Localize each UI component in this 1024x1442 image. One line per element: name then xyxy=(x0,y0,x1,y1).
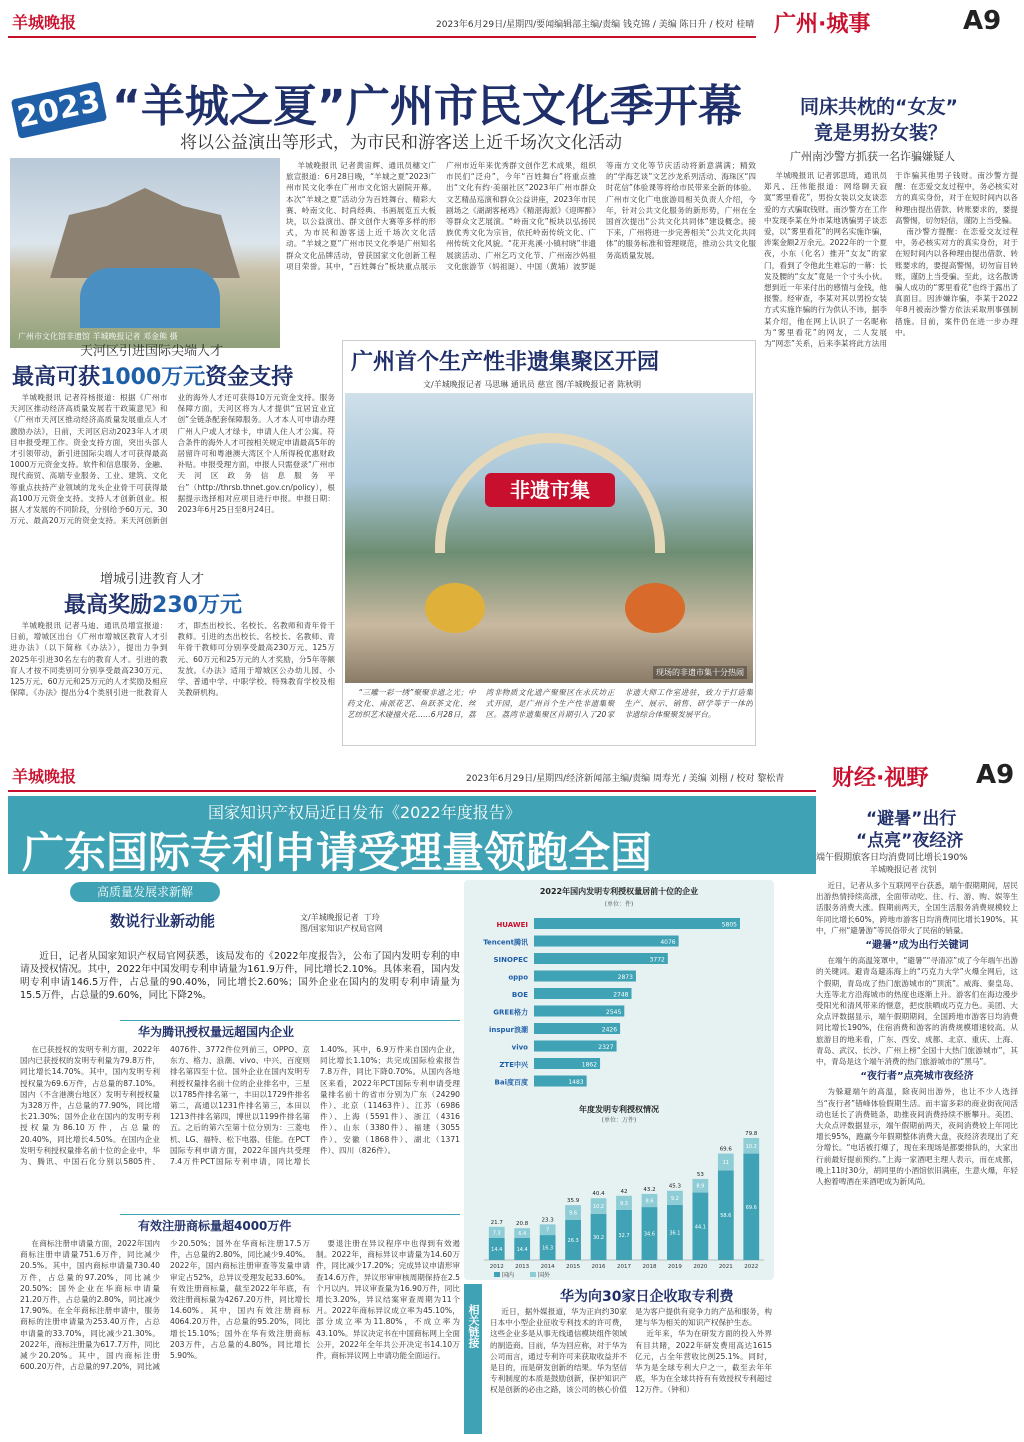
chart2-domestic-label: 44.1 xyxy=(694,1224,706,1231)
chart1-category-label: BOE xyxy=(511,991,528,999)
culture-center-photo xyxy=(10,158,280,348)
bside-text: 近日，记者从多个互联网平台获悉，端午假期期间，居民出游热情持续高涨，全面带动吃、住、行、游、购、娱等生活服务消费大涨。假期前两天，全国生活服务消费规模较上年同比增长60%，跨地市游客日均消费同比增长190%。其中，广州“避暑游”等民俗带火了民宿的销量。 xyxy=(816,881,1018,935)
chart1-value-label: 4076 xyxy=(660,939,676,946)
bside-text-c: 为躲避端午的高温，除夜间出游外，也让不少人选择当“夜行者”错峰体验假期生活。而丰富多彩的商业街夜间活动也延长了消费链条，助推夜间消费持续不断攀升。美团、大众点评数据显示，端午假期前两天，夜间消费较上年同比增长95%，跑赢今年假期整体消费大盘，夜经济表现出了充分增长。“电话被打爆了，现在来现场是都要排队的，大家出行前最好提前预约。”上海一家酒吧主理人表示，而在成都，晚上11时30分，胡同里的小酒馆依旧满座，生意火爆，年轻人抱着啤酒在来酒吧成为新风尚。 xyxy=(816,1087,1018,1187)
bside-article xyxy=(816,880,1018,1436)
chart2-total-label: 42 xyxy=(620,1188,628,1195)
chart2-total-label: 23.3 xyxy=(541,1217,554,1224)
chart1-value-label: 2426 xyxy=(601,1026,618,1034)
chart2-foreign-label: 9.6 xyxy=(569,1210,578,1217)
chart1-category-label: Bai度百度 xyxy=(494,1078,528,1087)
side-title-1: 同床共枕的“女友” xyxy=(800,96,958,118)
link-text-2: 近年来，华为在研发方面的投入外界有目共睹，2022年研发费用高达1615亿元，占全年营收比例25.1%。同时，华为是全球专利大户之一，截至去年年底，华为在全球共持有有效授权专利超过12万件。（钟和） xyxy=(635,1329,772,1395)
year-badge-text: 2023 xyxy=(14,83,104,136)
tag-subheadline: 数说行业新动能 xyxy=(110,912,216,930)
sub2-text-2: 要退注册在异议程序中也得到有效遏制。2022年，商标异议申请量为14.60万件，同比减少17.20%；完成异议申请形审查14.6万件，异议形审审核周期保持在2.5个月以内。异议审查量为16.90万件，同比增长3.20%，异议结案审查周期为11个月。2022年商标异议成立率为45.10%，部分成立率为11.80%，不成立率为43.10%。异议决定书在中国商标网上全面公开，2022年全年共公开决定书14.10万件，商标异议网上申请功能全面运行。 xyxy=(316,1239,460,1361)
heritage-text: “三雕一彩一绣”聚聚非遗之光；中药文化、南派花艺、鱼跃茶文化、丝艺纺织艺术碰撞火花……6月28日，荔湾非物质文化遗产聚聚区在永庆坊正式开园，是广州首个生产性非遗集聚区。荔湾非遗集聚区首期引入了20家非遗大师工作室进驻，致力于打造集生产、展示、销售、研学等于一体的非遗综合体聚聚发展平台。 xyxy=(347,688,753,720)
top-ten-companies-chart xyxy=(464,880,774,1100)
chart1-value-label: 2327 xyxy=(598,1044,614,1051)
tag-bar-text: 高质量发展求新解 xyxy=(96,885,193,899)
chart2-total-label: 40.4 xyxy=(592,1191,605,1198)
exhibition-board xyxy=(80,268,220,328)
charts-box xyxy=(464,880,774,1280)
sub2-title: 有效注册商标量超4000万件 xyxy=(138,1219,292,1233)
chart2-total-label: 45.3 xyxy=(668,1183,682,1190)
chart2-legend-swatch xyxy=(494,1272,500,1277)
issue-meta: 2023年6月29日/星期四/要闻编辑部主编/责编 钱克锦 / 美编 陈日升 / 校对 桂晴 xyxy=(436,20,755,30)
chart1-category-label: Tencent腾讯 xyxy=(483,938,528,947)
side-text: 羊城晚报讯 记者郭思琦，通讯员郑凡、汪伟能报道：网络聊天寂寞“雾里看花”，男扮女装以交友谈恋爱的方式骗取钱财。南沙警方在工作中发现李某在外市某地诱骗男子谈恋爱，以“雾里看花”的网名实施诈骗，涉案金额2万余元。2022年的一个夏夜，小东（化名）推开“女友”的家门，看到了令他此生难忘的一幕：长发及腰的“女友”竟是一个寸头小伙。想到近一年来付出的感情与金钱，他报警。经审查，李某对其以男扮女装方式实施诈骗的行为供认不讳，据李某介绍，他在网上认识了一名昵称为“雾里看花”的网友，二人发展为“网恋”关系，后来李某将此方法用于诈骗其他男子钱财。南沙警方提醒：在恋爱交友过程中，务必核实对方的真实身份，对于在短时间内以各种理由提出借款、转账要求的，要提高警惕，切勿轻信，谨防上当受骗。 xyxy=(764,171,1018,349)
heritage-article xyxy=(347,687,753,743)
chart1-value-label: 2748 xyxy=(613,991,629,999)
chart2-total-label: 79.8 xyxy=(745,1130,758,1137)
chart2-year-label: 2020 xyxy=(693,1264,708,1270)
sub1-article xyxy=(20,1044,460,1212)
page-number-2: A9 xyxy=(976,760,1015,790)
chart2-year-label: 2015 xyxy=(566,1264,581,1270)
heritage-sign-plate xyxy=(485,473,615,507)
masthead-rule xyxy=(8,36,756,38)
talent1-headline xyxy=(12,360,293,391)
bside-subtitle: 端午假期旅客日均消费同比增长190% xyxy=(816,853,968,863)
chart2-domestic-label: 32.7 xyxy=(618,1232,630,1239)
link-article xyxy=(490,1306,772,1434)
chart1-bar xyxy=(534,936,679,947)
chart2-domestic-label: 16.3 xyxy=(542,1245,554,1252)
chart1-unit: (单位：件) xyxy=(604,901,634,908)
main-subheadline: 将以公益演出等形式，为市民和游客送上近千场次文化活动 xyxy=(180,133,622,153)
photo-caption: 广州市文化馆非遗馆 羊城晚报记者 邓金熊 摄 xyxy=(18,332,178,341)
chart1-category-label: GREE格力 xyxy=(493,1008,528,1017)
chart2-foreign-label: 11 xyxy=(722,1159,730,1166)
side-article xyxy=(764,170,1018,746)
chart2-domestic-label: 14.4 xyxy=(516,1246,528,1253)
banner-headline: 广东国际专利申请受理量领跑全国 xyxy=(22,828,653,877)
chart2-domestic-label: 58.6 xyxy=(720,1213,732,1220)
issue-meta-2: 2023年6月29日/星期四/经济新闻部主编/责编 周寿光 / 美编 刘栩 / 校对 黎松青 xyxy=(466,774,785,784)
talent1-article xyxy=(10,392,335,554)
heritage-box xyxy=(342,340,756,746)
chart2-total-label: 53 xyxy=(696,1171,704,1178)
chart2-year-label: 2016 xyxy=(591,1264,606,1270)
bside-byline: 羊城晚报记者 沈钊 xyxy=(870,865,937,874)
chart2-total-label: 69.6 xyxy=(719,1146,732,1153)
chart2-title: 年度发明专利授权情况 xyxy=(579,1105,659,1114)
sub1-bar xyxy=(120,1020,460,1039)
chart1-category-label: HUAWEI xyxy=(496,921,528,929)
talent1-text: 羊城晚报讯 记者符杨报道：根据《广州市天河区推动经济高质量发展若干政策意见》和《广州市天河区推动经济高质量发展重点人才激励办法》，日前，天河区启动2023年人才项目申报受理工作。资金支持方面，突出头部人才引领带动，新引进国际尖端人才可获得最高1000万元资金支持。软件和信息服务、金融、现代商贸、高端专业服务、工业、建筑、文化等重点扶持产业领域的龙头企业骨干可获得最高100万元资金支持。支持人才创新创业。根据人才发展的不同阶段，分别给予60万元、30万元、最高20万元的资金支持。来天河创新创业的海外人才还可获得10万元资金支持。服务保障方面，天河区将为人才提供“宜居宜业宜创”全链条配套保障服务。人才本人可申请办理广州人户或人才绿卡，申请人住人才公寓。符合条件的海外人才可按相关规定申请最高5年的居留许可和粤港澳大湾区个人所得税优惠财政补贴。申报受理方面，申报人只需登录“广州市天河区政务信息服务平台”（http://thrsb.thnet.gov.cn/policy），根据提示选择相对应项目进行申报。申报日期：2023年6月25日至8月24日。 xyxy=(10,393,335,526)
link-text: 近日，据外媒报道，华为正向约30家日本中小型企业征收专利技术的许可费，这些企业多是从事无线通信模块组件领域的制造商。目前，华为回应称，对于华为公司而言，通过专利许可来获取收益并不是目的，而是研发创新的结果。华为坚信专利制度的本质是鼓励创新，保护知识产权是创新的必由之路，该公司的核心价值是为客户提供有竞争力的产品和服务，构建与华为相关的知识产权保护生态。 xyxy=(490,1307,772,1395)
chart1-category-label: vivo xyxy=(511,1043,528,1052)
chart1-value-label: 1862 xyxy=(581,1061,598,1069)
annual-patent-chart xyxy=(464,1100,774,1280)
heritage-title: 广州首个生产性非遗集聚区开园 xyxy=(351,350,660,375)
sub2-article-2 xyxy=(316,1238,460,1434)
chart2-legend-label: 国内 xyxy=(502,1272,515,1279)
talent2-headline xyxy=(64,588,242,619)
sub1-text: 在已获授权的发明专利方面，2022年国内已获授权的发明专利量为79.8万件，同比增长14.70%。其中，国内发明专利授权量为69.6万件，占总量的87.10%。国内（不含港澳台地区）发明专利授权量为328万件，占总量的77.90%，同比增长21.30%；国外企业在国内的发明专利授权量为86.10万件，占总量的20.40%，同比增长4.50%。在国内企业发明专利授权量排名前十位的企业中，华为、腾讯、中国石化分别以5805件、4076件、3772件位列前三，OPPO、京东方、格力、浪潮、vivo、中兴、百度则排名第四至十位。国外企业在国内发明专利授权量排名前十位的企业排名中，三星以1785件排名第一，丰田以1729件排名第二，高通以1231件排名第三，本田以1213件排名第四，博世以1199件排名第五。之后的第六至第十位分别为：三菱电机、LG、福特、松下电器、佳能。在PCT国际专利申请方面，2022年国内共受理7.4万件PCT国际专利申请，同比增长1.40%。其中，6.9万件来自国内企业，同比增长1.10%；共完成国际检索报告7.8万件，同比下降0.70%。从国内各地区来看，2022年PCT国际专利申请受理量排名前十的省市分别为广东（24290件）、北京（11463件）、江苏（6986件）、上海（5591件）、浙江（4316件）、山东（3380件）、福建（3055件）、安徽（1868件）、湖北（1371件）、四川（826件）。 xyxy=(20,1045,460,1167)
chart2-total-label: 43.2 xyxy=(643,1186,656,1193)
chart2-foreign-label: 6.4 xyxy=(518,1231,527,1238)
chart2-foreign-label: 9.3 xyxy=(620,1200,628,1207)
sub1-title: 华为腾讯授权量远超国内企业 xyxy=(138,1025,295,1039)
chart2-year-label: 2019 xyxy=(667,1264,682,1270)
building-shape xyxy=(50,188,240,278)
chart2-domestic-label: 36.1 xyxy=(669,1230,681,1237)
chart2-year-label: 2018 xyxy=(642,1264,657,1270)
heritage-byline: 文/羊城晚报记者 马思琳 通讯员 慈宣 图/羊城晚报记者 陈秋明 xyxy=(423,380,642,389)
talent2-kicker: 增城引进教育人才 xyxy=(100,572,205,587)
side-title-2: 竟是男扮女装？ xyxy=(814,122,948,144)
bside-title-2: “点亮”夜经济 xyxy=(856,831,964,851)
chart2-total-label: 21.7 xyxy=(490,1219,503,1226)
chart1-category-label: oppo xyxy=(508,973,528,982)
chart1-value-label: 5805 xyxy=(721,921,737,929)
year-badge xyxy=(11,81,107,139)
sub2-bar xyxy=(120,1214,460,1233)
bside-text-b: 在端午的高温笼罩中，“避暑”“寻清凉”成了今年端午出游的关键词。避青岛避冻海上的“巧克力大学”火爆全网后，这个假期，青岛成了热门旅游城市的“顶流”。威海、秦皇岛、大连等北方沿海城市的热度也逐渐上升。游客们在海边漫步受阳光和清风带来的惬意，把皮肤晒成巧克力色。美团、大众点评数据显示，端午假期期间，全国跨地市游客日均消费同比增长190%，住宿消费和游客的消费规模增速较高。从旅游目的地来看，广东、西安、成都、北京、重庆、上海、青岛、武汉、长沙、广州上榜“全国十大热门旅游城市”，其中，青岛是这个端午消费的热门旅游城市的“黑马”。 xyxy=(816,956,1018,1067)
chart2-year-label: 2021 xyxy=(718,1264,733,1270)
talent2-pre: 最高奖励 xyxy=(64,593,153,618)
chart2-legend-label: 国外 xyxy=(538,1272,551,1279)
chart1-bar xyxy=(534,953,668,964)
chart2-foreign-label: 7 xyxy=(546,1227,550,1234)
chart2-domestic-label: 26.3 xyxy=(567,1237,579,1244)
page-number: A9 xyxy=(963,6,1002,36)
newspaper-logo-2: 羊城晚报 xyxy=(12,767,77,786)
chart2-foreign-label: 8.6 xyxy=(645,1198,654,1205)
chart2-foreign-label: 10.2 xyxy=(592,1204,605,1211)
newspaper-logo: 羊城晚报 xyxy=(12,13,77,32)
side-text-2: 南沙警方提醒：在恋爱交友过程中，务必核实对方的真实身份，对于在短时间内以各种理由提出借款、转账要求的，要提高警惕，切勿盲目转账，谨防上当受骗。至此，这名散诱骗人成功的“雾里看花”也终于露出了真面目。因涉嫌诈骗，李某于2022年8月被南沙警方依法采取刑事强制措施。目前，案件仍在进一步办理中。 xyxy=(895,227,1018,337)
lion-dance-right xyxy=(625,583,685,633)
heritage-photo xyxy=(345,393,753,683)
chart1-title: 2022年国内发明专利授权量居前十位的企业 xyxy=(539,887,699,896)
main-article-text: 羊城晚报讯 记者黄宙辉、通讯员穗文广旅宣报道：6月28日晚，“羊城之夏”2023广州市民文化季在广州市文化馆大剧院开幕。本次“羊城之夏”活动分为百姓舞台、精彩大赛、岭南文化、时尚经典、书画展览五大板块，以公益演出、群文创作大赛等多样的形式，为市民和游客送上近千场次文化活动。“羊城之夏”广州市民文化季是广州知名群众文化品牌活动，曾获国家文化创新工程项目荣誉。其中，“百姓舞台”板块重点展示广州市近年来优秀群文创作艺术成果，组织市民们“泛舟”，今年“百姓舞台”将重点推出“文化有约·美丽社区”2023年广州市群众文艺精品巡演和群众公益讲座，2023年市民剧场之《湖湖客秘鸡》《精湛海派》《迎晖醉》等群众文艺展演。“岭南文化”板块以弘扬民族优秀文化为宗旨，依托岭南传统文化、广州传统文化风貌。“花开兆溪·小镇村晓”非遗展演活动、广州乞巧文化节、广州南沙妈祖文化旅游节（妈祖诞）、中国（黄埔）波罗诞等南方文化等节庆活动将新意满满；精致的“学海艺谈”文艺沙龙系列活动、海珠区“四时花信”体验课等将给市民带来全新的体验。广州市文化广电旅游局相关负责人介绍，今年，针对公共文化服务的新形势，广州在全国首次提出“公共文化共同体”建设概念。接下来，广州将进一步完善相关“公共文化共同体”的服务标准和管理规范，推动公共文化服务高质量发展。 xyxy=(286,161,756,271)
chart1-bar xyxy=(534,918,740,929)
main-article xyxy=(286,160,756,348)
lion-dance-left xyxy=(425,583,485,633)
talent1-amount: 1000万元 xyxy=(100,365,206,390)
heritage-sign: 非遗市集 xyxy=(510,478,590,502)
talent1-post: 资金支持 xyxy=(205,365,294,390)
chart2-domestic-label: 34.6 xyxy=(643,1231,656,1238)
chart2-domestic-label: 14.4 xyxy=(491,1246,503,1253)
chart2-year-label: 2017 xyxy=(617,1264,631,1270)
chart2-domestic-label: 30.2 xyxy=(592,1234,605,1241)
chart2-foreign-label: 9.2 xyxy=(670,1195,679,1202)
talent1-pre: 最高可获 xyxy=(12,365,101,390)
chart2-total-label: 35.9 xyxy=(566,1198,580,1205)
bottom-masthead xyxy=(8,760,1020,790)
section-title: 广州·城事 xyxy=(774,12,871,37)
chart2-year-label: 2012 xyxy=(489,1264,504,1270)
bside-title-1: “避暑”出行 xyxy=(866,809,957,829)
section-title-2: 财经·视野 xyxy=(832,766,929,791)
chart2-foreign-label: 8.9 xyxy=(696,1183,705,1190)
chart2-unit: (单位：万件) xyxy=(601,1117,637,1124)
main-headline: “羊城之夏”广州市民文化季开幕 xyxy=(112,81,742,132)
chart2-legend-swatch xyxy=(530,1272,536,1277)
bottom-byline: 文/羊城晚报记者 丁玲 图/国家知识产权局官网 xyxy=(300,913,383,933)
link-tag-text: 相关链接 xyxy=(467,1304,480,1348)
heritage-caption: 现场的非遗市集十分热闹 xyxy=(653,666,747,679)
chart1-category-label: ZTE中兴 xyxy=(499,1061,528,1069)
talent2-amount: 230万元 xyxy=(152,593,242,618)
chart1-category-label: SINOPEC xyxy=(493,956,528,964)
link-tag xyxy=(464,1284,482,1434)
chart2-foreign-label: 10.2 xyxy=(745,1143,757,1150)
lead-paragraph: 近日，记者从国家知识产权局官网获悉，该局发布的《2022年度报告》，公布了国内发明专利的申请及授权情况。其中，2022年中国发明专利申请量为161.9万件，同比增长2.10%。具体来看，国内发明专利申请146.5万件，占总量的90.40%，同比增长2.60%；国外企业在国内的发明专利申请量为15.5万件，占总量的9.60%，同比下降2%。 xyxy=(20,951,460,1001)
talent1-kicker: 天河区引进国际尖端人才 xyxy=(80,344,224,359)
masthead-rule-2 xyxy=(8,790,816,792)
chart1-value-label: 2545 xyxy=(606,1009,622,1016)
chart2-total-label: 20.8 xyxy=(516,1221,529,1228)
link-title: 华为向30家日企收取专利费 xyxy=(560,1289,734,1305)
main-banner xyxy=(8,796,816,877)
chart1-value-label: 1483 xyxy=(568,1079,584,1086)
chart2-domestic-label: 69.6 xyxy=(745,1204,757,1211)
side-subtitle: 广州南沙警方抓获一名诈骗嫌疑人 xyxy=(790,150,955,163)
talent2-text: 羊城晚报讯 记者马迪、通讯员增宣报道：日前，增城区出台《广州市增城区教育人才引进办法》（以下简称《办法》），提出力争到2025年引进30名左右的教育人才。引进的教育人才按不同类别可分别享受最高230万元、125万元、60万元和25万元的人才奖励及相应保障。《办法》提出分4个类别引进一批教育人才，即杰出校长、名校长、名教师和青年骨干教师。引进的杰出校长、名校长、名教师、青年骨干教师可分别享受最高230万元、125万元、60万元和25万元的人才奖励，分5年等额发放。《办法》适用于增城区公办幼儿园、小学、普通中学、中职学校、特殊教育学校及相关教研机构。 xyxy=(10,621,335,698)
chart1-category-label: inspur浪潮 xyxy=(489,1026,528,1034)
bside-sub1: “避暑”成为出行关键词 xyxy=(865,940,969,952)
tag-bar xyxy=(70,882,220,902)
bside-sub2: “夜行者”点亮城市夜经济 xyxy=(860,1071,974,1083)
top-masthead xyxy=(8,6,1020,36)
chart2-year-label: 2022 xyxy=(744,1264,759,1270)
chart1-value-label: 2873 xyxy=(617,974,633,981)
chart2-foreign-label: 7.3 xyxy=(492,1230,501,1237)
chart1-value-label: 3772 xyxy=(649,956,665,964)
banner-kicker: 国家知识产权局近日发布《2022年度报告》 xyxy=(208,803,521,822)
sub2-text: 在商标注册申请量方面，2022年国内商标注册申请量751.6万件，同比减少20.5%。其中，国内商标申请量730.40万件，占总量的97.20%，同比减少20.50%；国外企业在华商标申请量21.20万件，占总量的2.80%，同比减少17.90%。在全年商标注册申请中，服务商标的注册申请量为253.40万件，占总申请量的33.70%，同比减少21.30%。2022年，商标注册量为617.7万件，同比减少20.20%。其中，国内商标注册600.20万件，占总量的97.20%，同比减少20.50%；国外在华商标注册17.5万件，占总量的2.80%，同比减少9.40%。2022年，国内商标注册审查等发量申请审定占52%，总异议受理发起33.60%。有效注册商标量，截至2022年年底，有效注册商标量为4267.20万件，同比增长14.60%。其中，国内有效注册商标4064.20万件，占总量的95.20%，同比增长15.10%；国外在华有效注册商标203万件，占总量的4.80%，同比增长5.90%。 xyxy=(20,1239,310,1372)
chart2-year-label: 2014 xyxy=(540,1264,555,1270)
chart2-year-label: 2013 xyxy=(515,1264,530,1270)
talent2-article xyxy=(10,620,335,746)
sub2-article xyxy=(20,1238,310,1434)
